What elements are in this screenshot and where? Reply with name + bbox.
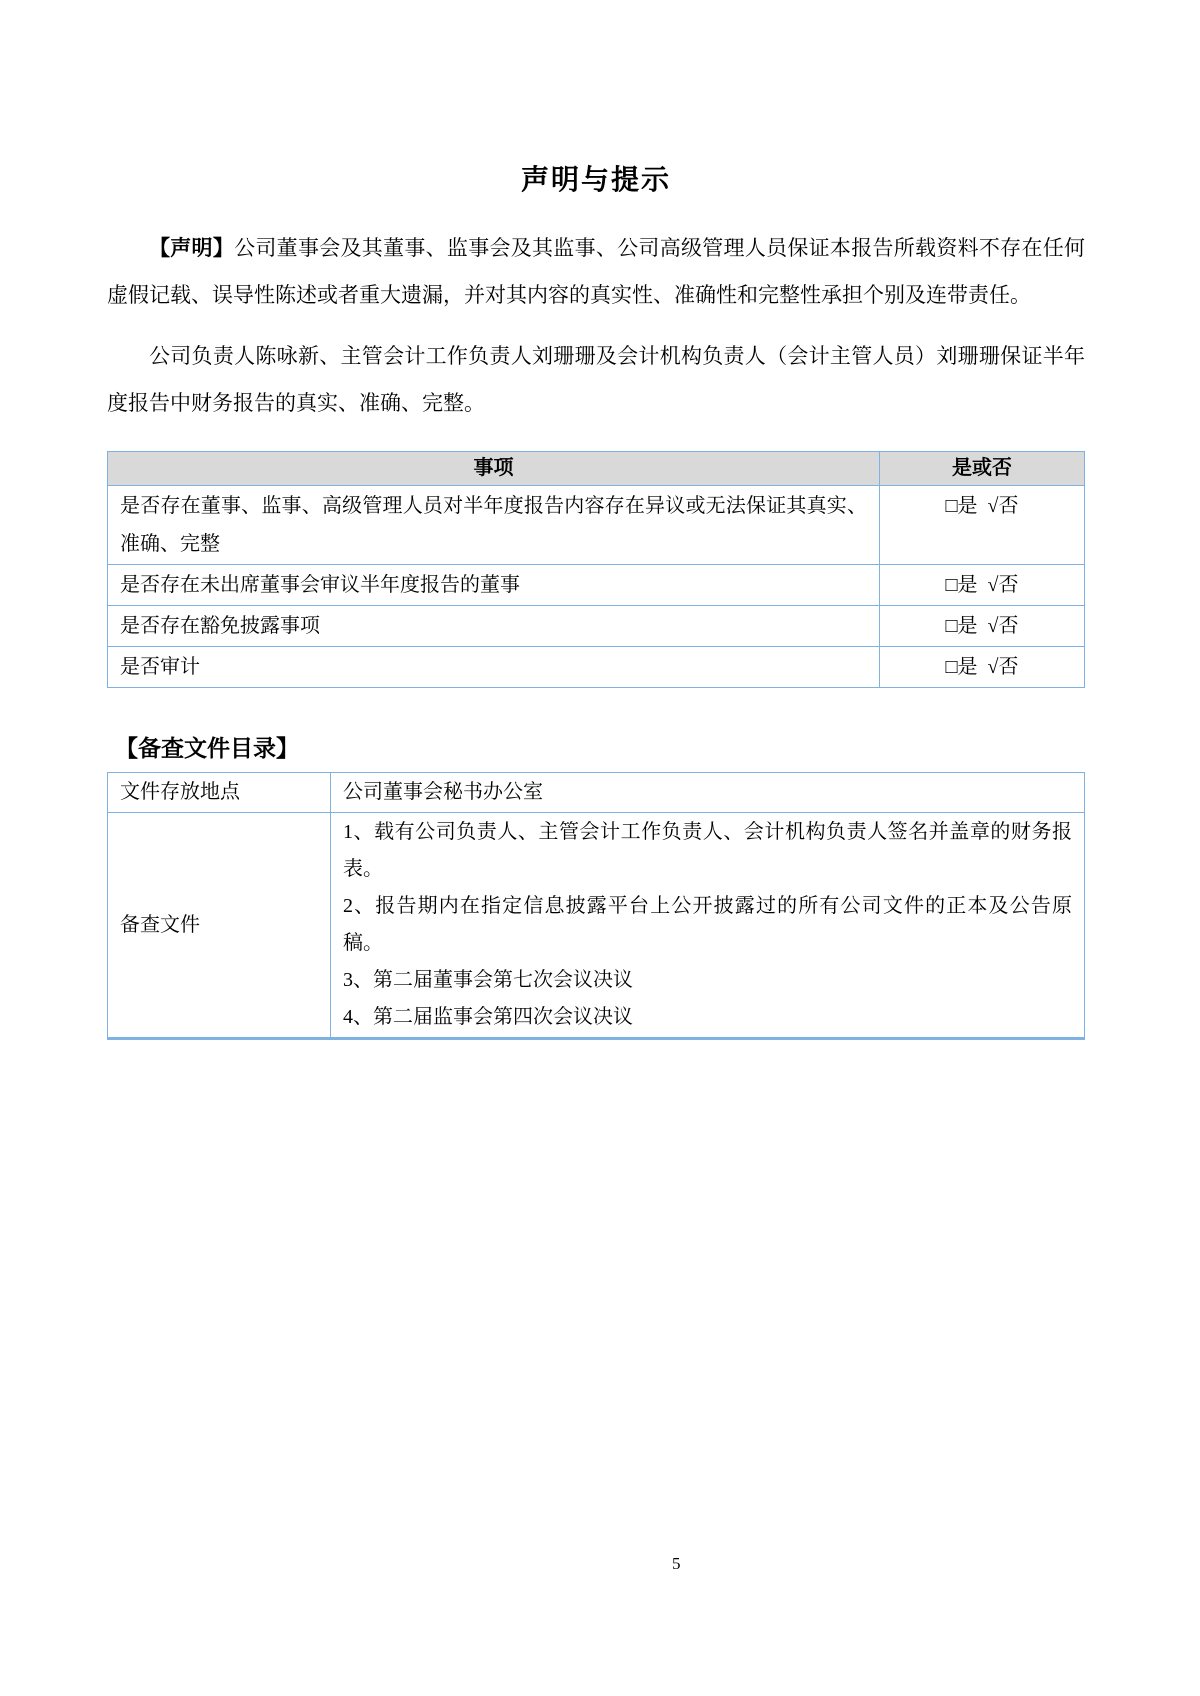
documents-files-label-cell: 备查文件	[108, 813, 331, 1039]
document-page	[107, 0, 1085, 1040]
matters-header-yesno: 是或否	[880, 452, 1085, 486]
table-row	[108, 606, 1085, 647]
declaration-paragraph-1-text: 公司董事会及其董事、监事会及其监事、公司高级管理人员保证本报告所载资料不存在任何虚假记载、误导性陈述或者重大遗漏，并对其内容的真实性、准确性和完整性承担个别及连带责任。	[107, 236, 1086, 307]
matter-item-cell: 是否审计	[108, 647, 880, 688]
matter-answer-cell: □是 √否	[880, 565, 1085, 606]
table-row	[108, 813, 1085, 1039]
page-title: 声明与提示	[520, 163, 671, 196]
documents-files-list-cell	[331, 813, 1085, 1039]
matters-table-header-row	[108, 452, 1085, 486]
page-number: 5	[672, 1554, 681, 1573]
document-item: 1、载有公司负责人、主管会计工作负责人、会计机构负责人签名并盖章的财务报表。	[343, 821, 1072, 880]
document-item: 2、报告期内在指定信息披露平台上公开披露过的所有公司文件的正本及公告原稿。	[343, 895, 1072, 954]
matters-header-item: 事项	[108, 452, 880, 486]
matter-answer-cell: □是 √否	[880, 486, 1085, 565]
table-row	[108, 773, 1085, 813]
matter-item-cell: 是否存在董事、监事、高级管理人员对半年度报告内容存在异议或无法保证其真实、准确、完整	[108, 486, 880, 565]
matter-item-cell: 是否存在未出席董事会审议半年度报告的董事	[108, 565, 880, 606]
documents-directory-heading: 【备查文件目录】	[115, 736, 299, 761]
table-row	[108, 486, 1085, 565]
table-row	[108, 647, 1085, 688]
documents-location-label-cell: 文件存放地点	[108, 773, 331, 813]
matter-answer-cell: □是 √否	[880, 647, 1085, 688]
matter-answer-cell: □是 √否	[880, 606, 1085, 647]
matter-item-cell: 是否存在豁免披露事项	[108, 606, 880, 647]
declaration-label: 【声明】	[149, 236, 235, 260]
declaration-paragraph-1	[107, 225, 1085, 319]
matters-table	[107, 451, 1085, 688]
declaration-paragraph-2: 公司负责人陈咏新、主管会计工作负责人刘珊珊及会计机构负责人（会计主管人员）刘珊珊保证半年度报告中财务报告的真实、准确、完整。	[107, 344, 1085, 415]
documents-table	[107, 772, 1085, 1040]
document-item: 4、第二届监事会第四次会议决议	[343, 1006, 633, 1028]
table-row	[108, 565, 1085, 606]
document-item: 3、第二届董事会第七次会议决议	[343, 969, 633, 991]
documents-location-value-cell: 公司董事会秘书办公室	[331, 773, 1085, 813]
